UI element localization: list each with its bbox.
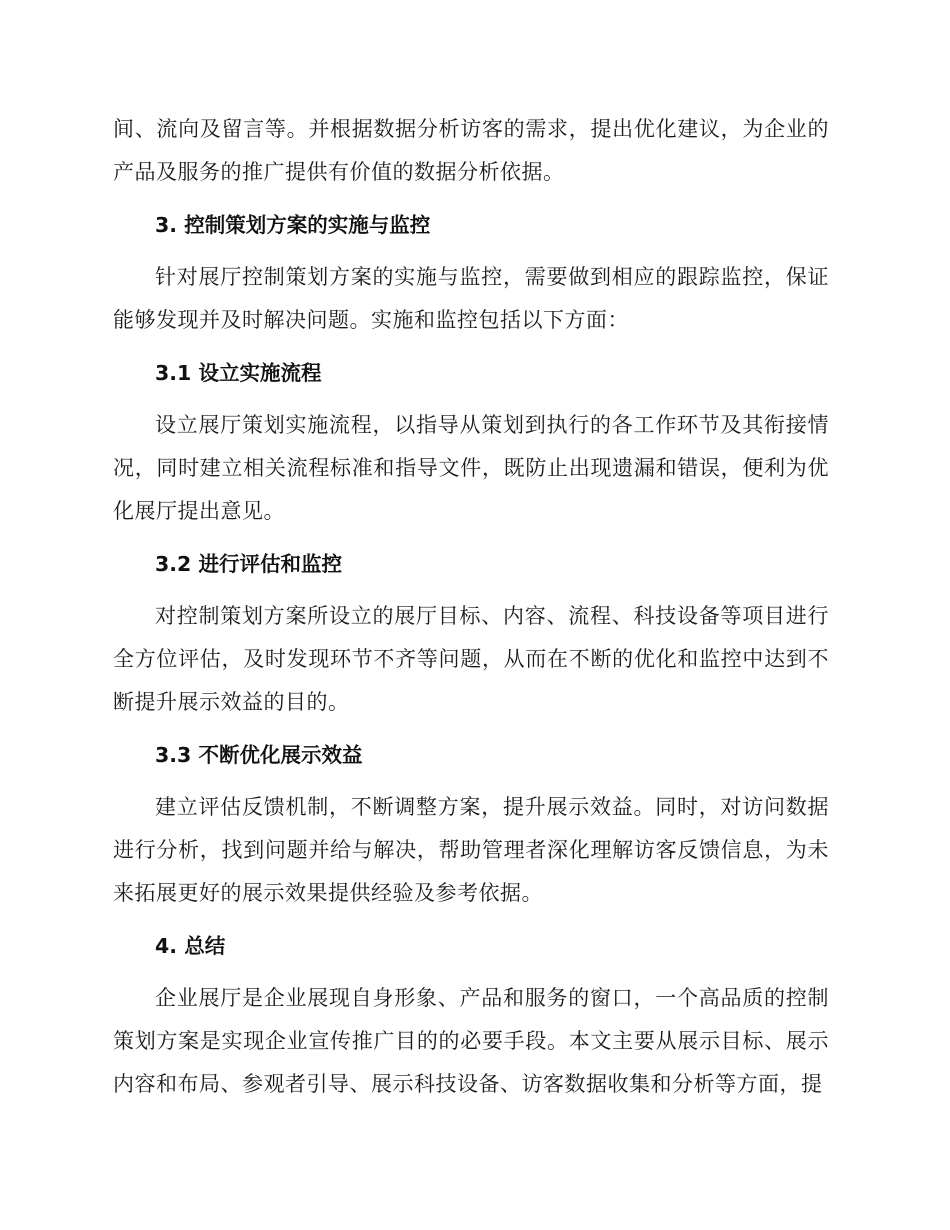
paragraph-optimization: 建立评估反馈机制，不断调整方案，提升展示效益。同时，对访问数据进行分析，找到问题并给与解决，帮助管理者深化理解访客反馈信息，为未来拓展更好的展示效果提供经验及参考依据。 (113, 795, 829, 905)
paragraph-implementation-process: 设立展厅策划实施流程，以指导从策划到执行的各工作环节及其衔接情况，同时建立相关流程标准和指导文件，既防止出现遗漏和错误，便利为优化展厅提出意见。 (113, 413, 829, 523)
section-heading-3-2: 3.2 进行评估和监控 (155, 552, 342, 576)
paragraph-implementation-intro: 针对展厅控制策划方案的实施与监控，需要做到相应的跟踪监控，保证能够发现并及时解决问题。实施和监控包括以下方面： (113, 265, 829, 332)
paragraph-summary: 企业展厅是企业展现自身形象、产品和服务的窗口，一个高品质的控制策划方案是实现企业宣传推广目的的必要手段。本文主要从展示目标、展示内容和布局、参观者引导、展示科技设备、访客数据收集和分析等方面，提 (113, 986, 829, 1096)
paragraph-evaluation: 对控制策划方案所设立的展厅目标、内容、流程、科技设备等项目进行全方位评估，及时发现环节不齐等问题，从而在不断的优化和监控中达到不断提升展示效益的目的。 (113, 604, 829, 714)
document-body (113, 108, 829, 1106)
paragraph-continued: 间、流向及留言等。并根据数据分析访客的需求，提出优化建议，为企业的产品及服务的推广提供有价值的数据分析依据。 (113, 117, 829, 184)
section-heading-4: 4. 总结 (155, 934, 226, 958)
section-heading-3-1: 3.1 设立实施流程 (155, 361, 322, 385)
section-heading-3-3: 3.3 不断优化展示效益 (155, 743, 363, 767)
section-heading-3: 3. 控制策划方案的实施与监控 (155, 213, 431, 237)
